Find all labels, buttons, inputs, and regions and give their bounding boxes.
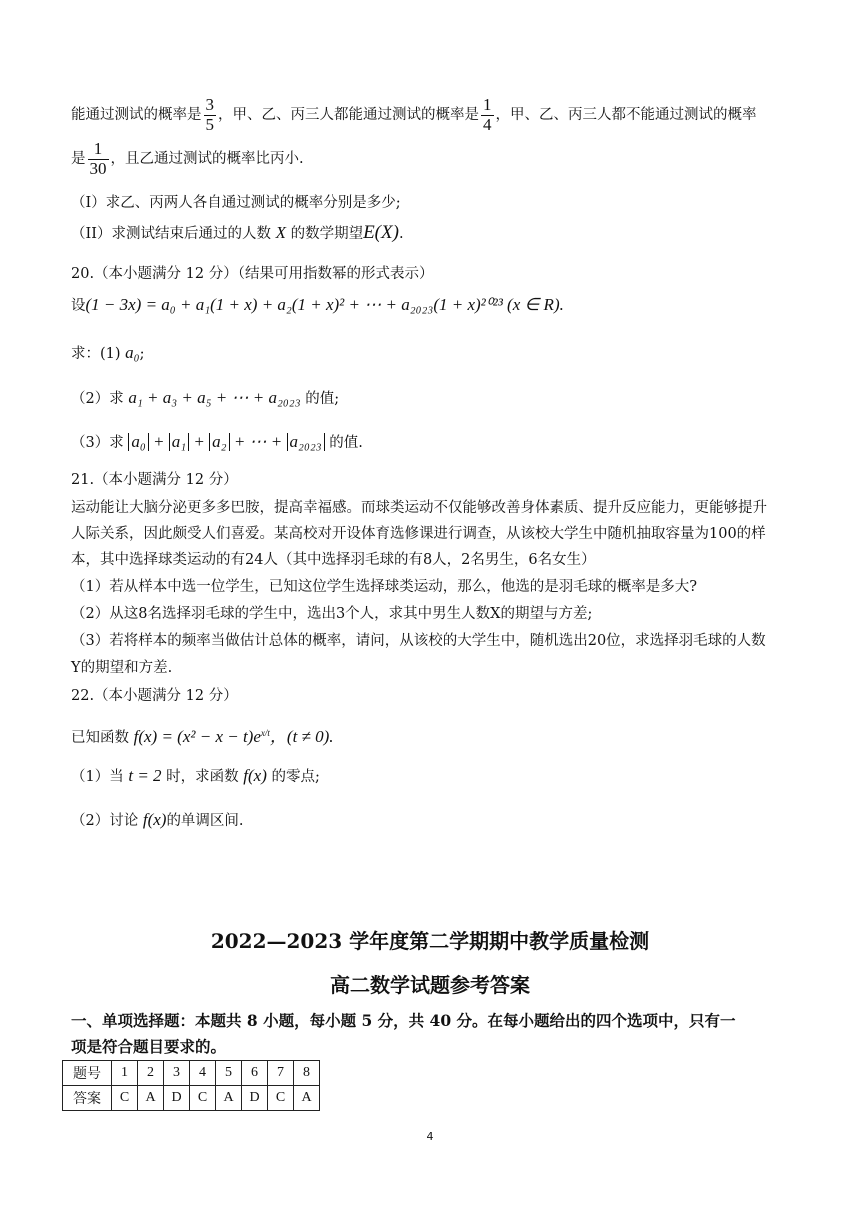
table-cell: A xyxy=(216,1086,242,1111)
q21-header: 21.（本小题满分 12 分） xyxy=(71,472,238,488)
q20-header: 20.（本小题满分 12 分）（结果可用指数幂的形式表示） xyxy=(71,266,434,282)
table-cell: 6 xyxy=(242,1061,268,1086)
q20-expansion: 设(1 − 3x) = a₀ + a₁(1 + x) + a₂(1 + x)² + ⋯ + a₂₀₂₃(1 + x)²⁰²³ (x ∈ R). xyxy=(71,295,564,314)
q21-ask-3-cont: Y的期望和方差. xyxy=(71,660,173,676)
table-cell: 2 xyxy=(138,1061,164,1086)
table-cell: 1 xyxy=(112,1061,138,1086)
section-heading-line-2: 项是符合题目要求的。 xyxy=(71,1037,227,1056)
q21-ask-2: （2）从这8名选择羽毛球的学生中，选出3个人，求其中男生人数X的期望与方差; xyxy=(71,606,593,622)
section-heading-line-1: 一、单项选择题：本题共 8 小题，每小题 5 分，共 40 分。在每小题给出的四个选项中，只有一 xyxy=(71,1011,736,1030)
q22-header: 22.（本小题满分 12 分） xyxy=(71,688,238,704)
table-cell: D xyxy=(164,1086,190,1111)
table-cell: 7 xyxy=(268,1061,294,1086)
q19-part-2: （II）求测试结束后通过的人数 X 的数学期望E(X). xyxy=(71,222,404,243)
table-cell: D xyxy=(242,1086,268,1111)
table-cell: C xyxy=(268,1086,294,1111)
answer-title-2: 高二数学试题参考答案 xyxy=(330,973,530,997)
q19-line-2: 是 $\frac{1}{30}$ ，且乙通过测试的概率比丙小. xyxy=(71,139,304,178)
q20-ask-3: （3）求 a₀ + a₁ + a₂ + ⋯ + a₂₀₂₃ 的值. xyxy=(71,432,363,451)
q22-ask-2: （2）讨论 f(x)的单调区间. xyxy=(71,810,244,829)
table-cell: 5 xyxy=(216,1061,242,1086)
q21-paragraph-1: 运动能让大脑分泌更多多巴胺，提高幸福感。而球类运动不仅能够改善身体素质、提升反应能力，更能够提升 xyxy=(71,500,767,516)
table-cell: C xyxy=(190,1086,216,1111)
q22-ask-1: （1）当 t = 2 时，求函数 f(x) 的零点; xyxy=(71,766,320,785)
table-cell: A xyxy=(294,1086,320,1111)
table-cell: 8 xyxy=(294,1061,320,1086)
q21-paragraph-3: 本，其中选择球类运动的有24人（其中选择羽毛球的有8人，2名男生，6名女生） xyxy=(71,552,596,568)
table-cell: A xyxy=(138,1086,164,1111)
q21-ask-1: （1）若从样本中选一位学生，已知这位学生选择球类运动，那么，他选的是羽毛球的概率是多大? xyxy=(71,579,697,595)
table-row xyxy=(63,1086,320,1111)
table-cell: C xyxy=(112,1086,138,1111)
table-header-cell: 答案 xyxy=(63,1086,112,1111)
fraction-3-5: $\frac{3}{5}$ xyxy=(205,95,214,134)
q21-ask-3: （3）若将样本的频率当做估计总体的概率，请问，从该校的大学生中，随机选出20位，求选择羽毛球的人数 xyxy=(71,633,766,649)
q21-paragraph-2: 人际关系，因此颇受人们喜爱。某高校对开设体育选修课进行调查，从该校大学生中随机抽取容量为100的样 xyxy=(71,526,766,542)
table-cell: 4 xyxy=(190,1061,216,1086)
q20-ask-2: （2）求 a₁ + a₃ + a₅ + ⋯ + a₂₀₂₃ 的值; xyxy=(71,388,340,407)
q19-line-1: 能通过测试的概率是 $\frac{3}{5}$ ，甲、乙、丙三人都能通过测试的概率是 $\frac{1}{4}$ ，甲、乙、丙三人都不能通过测试的概率 xyxy=(71,95,757,134)
fraction-1-4: $\frac{1}{4}$ xyxy=(483,95,492,134)
answer-table xyxy=(62,1060,320,1111)
table-cell: 3 xyxy=(164,1061,190,1086)
q20-ask-1: 求：(1) a₀; xyxy=(71,343,145,362)
q22-function: 已知函数 $f(x) = (x^2 - x - t)e^{x/t}$，(t ≠ 0). xyxy=(71,727,334,746)
fraction-1-30: $\frac{1}{30}$ xyxy=(89,139,107,178)
table-header-cell: 题号 xyxy=(63,1061,112,1086)
answer-title-1: 2022—2023 学年度第二学期期中教学质量检测 xyxy=(210,929,650,953)
q19-part-1: （I）求乙、丙两人各自通过测试的概率分别是多少; xyxy=(71,195,401,211)
page-number: 4 xyxy=(426,1130,434,1143)
table-row xyxy=(63,1061,320,1086)
